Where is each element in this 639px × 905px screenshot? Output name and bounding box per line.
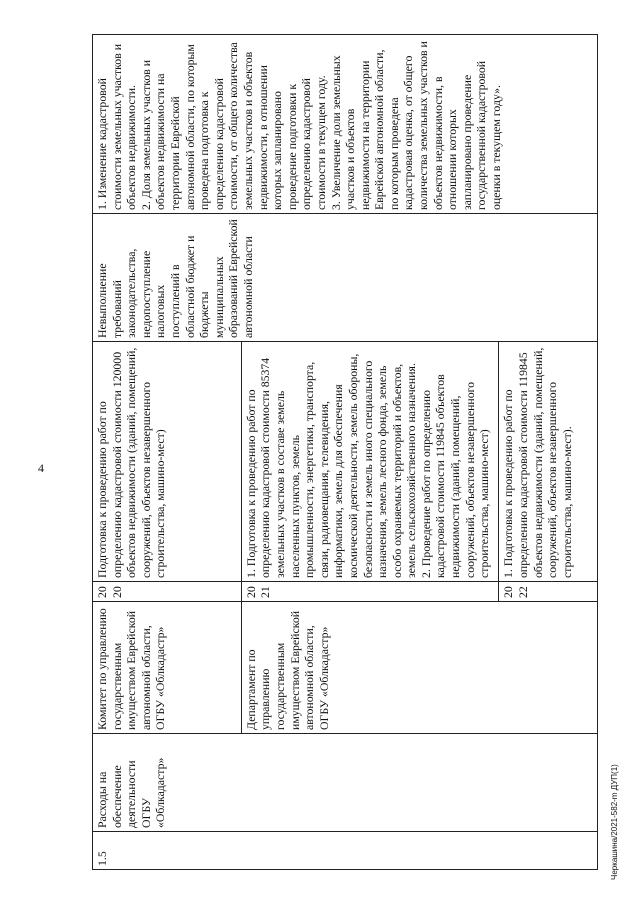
table-row [93, 35, 242, 870]
risk-cell: Невыполнение требований законодательства, недопоступление налоговых поступлений в областной бюджет и бюджеты муниципальных образований Еврейской автономной области [93, 214, 598, 342]
year-cell: 2020 [93, 582, 242, 602]
measure-name-cell: Расходы на обеспечение деятельности ОГБУ «Облкадастр» [93, 734, 598, 832]
year-cell: 2021 [241, 582, 499, 602]
task-cell: Подготовка к проведению работ по определению кадастровой стоимости 120000 объектов недвижимости (зданий, помещений, сооружений, объектов незавершенного строительства, машино-мест) [93, 342, 242, 582]
task-cell: 1. Подготовка к проведению работ по определению кадастровой стоимости 119845 объектов недвижимости (зданий, помещений, сооружений, объектов незавершенного строительства, машино-мест). [499, 342, 598, 582]
row-number-cell: 1.5 [93, 832, 598, 870]
document-footer-code: Черкашина/2021-582-m ДУП(1) [610, 764, 619, 880]
executor-cell: Департамент по управлению государственным имуществом Еврейской автономной области, ОГБУ «Облкадастр» [241, 602, 597, 734]
results-cell: 1. Изменение кадастровой стоимости земельных участков и объектов недвижимости. 2. Доля земельных участков и объектов недвижимости на территории Еврейской автономной области, по которым проведена подготовка к определению кадастровой стоимости, от общего количества земельных участков и объектов недвижимости, в отношении которых запланировано проведение подготовки к определению кадастровой стоимости в текущем году. 3. Увеличение доли земельных участков и объектов недвижимости на территории Еврейской автономной области, по которым проведена кадастровая оценка, от общего количества земельных участков и объектов недвижимости, в отношении которых запланировано проведение государственной кадастровой оценки в текущем году». [93, 35, 598, 214]
task-cell: 1. Подготовка к проведению работ по определению кадастровой стоимости 85374 земельных участков в составе земель населенных пунктов, земель промышленности, энергетики, транспорта, связи, радиовещания, телевидения, информатики, земель для обеспечения космической деятельности, земель обороны, безопасности и земель иного специального назначения, земель лесного фонда, земель особо охраняемых территорий и объектов, земель сельскохозяйственного назначения. 2. Проведение работ по определению кадастровой стоимости 119845 объектов недвижимости (зданий, помещений, сооружений, объектов незавершенного строительства, машино-мест) [241, 342, 499, 582]
rotated-table-container [92, 34, 598, 870]
executor-cell: Комитет по управлению государственным имуществом Еврейской автономной области, ОГБУ «Облкадастр» [93, 602, 242, 734]
page-number: 4 [38, 461, 44, 475]
program-measures-table [92, 34, 598, 870]
year-cell: 2022 [499, 582, 598, 602]
